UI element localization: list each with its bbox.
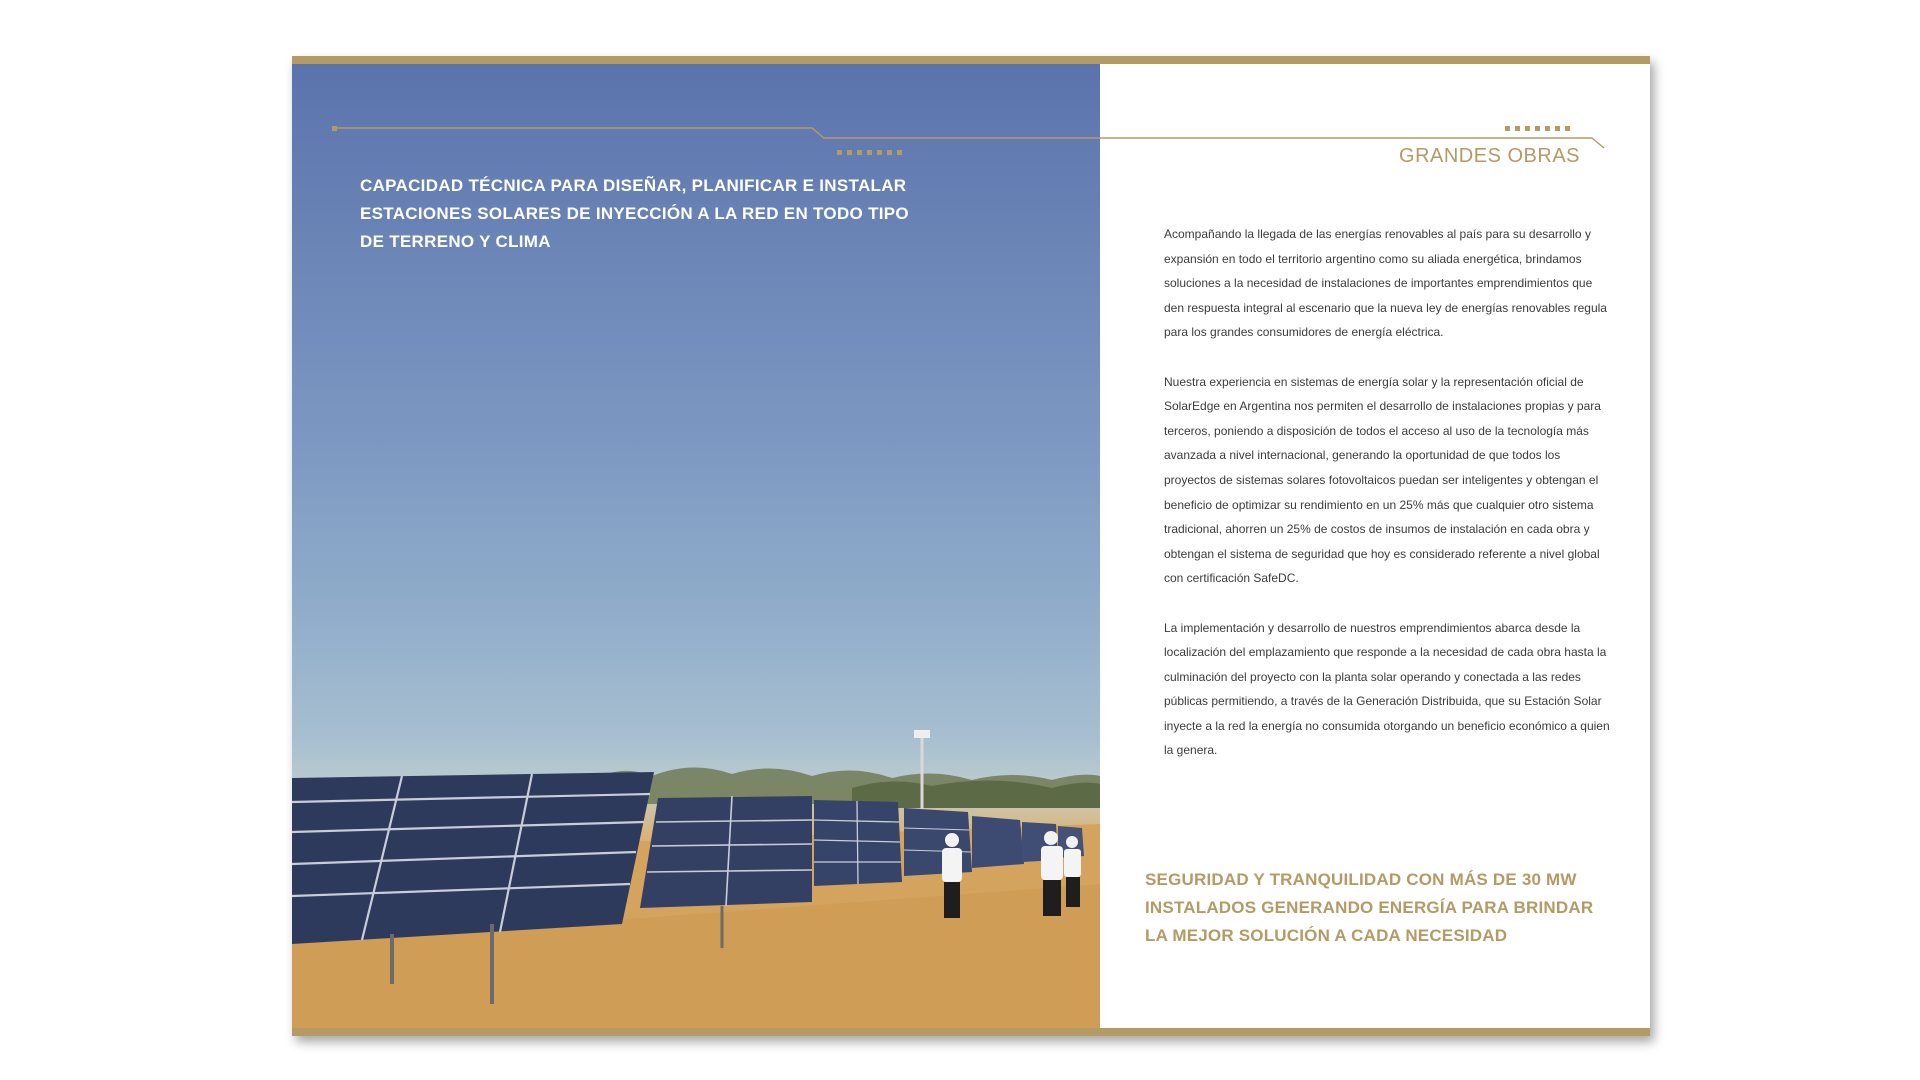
brochure-spread	[292, 56, 1650, 1036]
section-title: GRANDES OBRAS	[1399, 145, 1580, 167]
body-text	[1164, 222, 1614, 788]
left-page-heading: CAPACIDAD TÉCNICA PARA DISEÑAR, PLANIFICAR E INSTALAR ESTACIONES SOLARES DE INYECCIÓN A LA RED EN TODO TIPO DE TERRENO Y CLIMA	[360, 176, 909, 251]
closing-statement: SEGURIDAD Y TRANQUILIDAD CON MÁS DE 30 MW INSTALADOS GENERANDO ENERGÍA PARA BRINDAR LA MEJOR SOLUCIÓN A CADA NECESIDAD	[1145, 870, 1594, 945]
paragraph-2: Nuestra experiencia en sistemas de energía solar y la representación oficial de SolarEdge en Argentina nos permiten el desarrollo de instalaciones propias y para terceros, poniendo a disposición de todos el acceso al uso de la tecnología más avanzada a nivel internacional, generando la oportunidad de que todos los proyectos de sistemas solares fotovoltaicos puedan ser inteligentes y obtengan el beneficio de optimizar su rendimiento en un 25% más que cualquier otro sistema tradicional, ahorren un 25% de costos de insumos de instalación en cada obra y obtengan el sistema de seguridad que hoy es considerado referente a nivel global con certificación SafeDC.	[1164, 374, 1601, 586]
paragraph-1: Acompañando la llegada de las energías renovables al país para su desarrollo y expansión en todo el territorio argentino como su aliada energética, brindamos soluciones a la necesidad de instalaciones de importantes emprendimientos que den respuesta integral al escenario que la nueva ley de energías renovables regula para los grandes consumidores de energía eléctrica.	[1164, 227, 1607, 340]
top-gold-bar	[292, 56, 1650, 64]
paragraph-3: La implementación y desarrollo de nuestros emprendimientos abarca desde la localización del emplazamiento que responde a la necesidad de cada obra hasta la culminación del proyecto con la planta solar operando y conectada a las redes públicas permitiendo, a través de la Generación Distribuida, que su Estación Solar inyecte a la red la energía no consumida otorgando un beneficio económico a quien la genera.	[1164, 620, 1610, 758]
bottom-gold-bar	[292, 1028, 1650, 1036]
